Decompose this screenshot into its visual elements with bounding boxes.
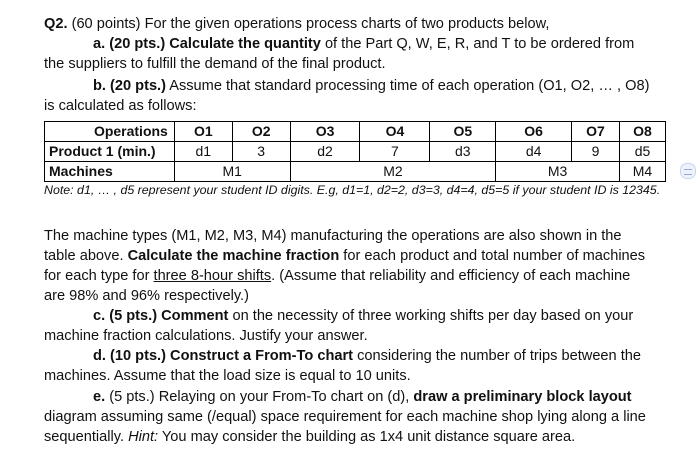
operations-header-label: Operations: [45, 122, 175, 142]
part-e-l3-text: sequentially.: [44, 429, 129, 445]
scroll-handle-icon[interactable]: [680, 163, 696, 179]
operation-cell: O4: [360, 122, 430, 142]
part-b-text: Assume that standard processing time of each operation (O1, O2, … , O8): [165, 78, 650, 94]
part-e-l3-tail: You may consider the building as 1x4 unit distance square area.: [158, 429, 576, 445]
part-b-line1: [93, 76, 649, 96]
para1-line3: [44, 266, 630, 286]
shifts-underlined: three 8-hour shifts: [153, 268, 272, 284]
para1-l2-tail: for each product and total number of machines: [339, 248, 646, 264]
part-a-text: of the Part Q, W, E, R, and T to be ordered from: [320, 36, 635, 52]
part-c-text: on the necessity of three working shifts per day based on your: [228, 308, 634, 324]
machine-cell: M4: [619, 162, 665, 182]
para1-line2: [44, 246, 645, 266]
part-d-emphasis: Construct a From-To chart: [165, 348, 354, 364]
para1-emphasis: Calculate the machine fraction: [127, 248, 340, 264]
part-e-line2: diagram assuming same (/equal) space requirement for each machine shop lying along a line: [44, 409, 646, 425]
part-d-line1: [93, 346, 641, 366]
part-a-line2: the suppliers to fulfill the demand of the final product.: [44, 56, 386, 72]
machine-cell: M3: [496, 162, 620, 182]
part-b-label: b. (20 pts.): [93, 78, 166, 94]
product-time-row: [45, 142, 666, 162]
question-title-line: [44, 14, 549, 34]
part-d-line2: machines. Assume that the load size is equal to 10 units.: [44, 368, 411, 384]
part-c-line2: machine fraction calculations. Justify your answer.: [44, 328, 368, 344]
part-b-line2: is calculated as follows:: [44, 98, 197, 114]
para1-line1: The machine types (M1, M2, M3, M4) manufacturing the operations are also shown in the: [44, 228, 622, 244]
part-c-line1: [93, 306, 633, 326]
machine-cell: M2: [290, 162, 496, 182]
hint-label: Hint:: [128, 429, 159, 445]
time-cell: d3: [430, 142, 496, 162]
part-a-line1: [93, 34, 634, 54]
part-a-emphasis: Calculate the quantity: [165, 36, 321, 52]
operation-cell: O7: [572, 122, 620, 142]
part-d-label: d. (10 pts.): [93, 348, 166, 364]
product-row-label: Product 1 (min.): [45, 142, 175, 162]
part-e-emphasis: draw a preliminary block layout: [413, 389, 632, 405]
operation-cell: O6: [496, 122, 572, 142]
part-e-line3: [44, 427, 575, 447]
time-cell: d4: [496, 142, 572, 162]
part-e-text: (5 pts.) Relaying on your From-To chart on (d),: [105, 389, 414, 405]
operation-cell: O3: [290, 122, 360, 142]
time-cell: 9: [572, 142, 620, 162]
question-number: Q2.: [44, 16, 68, 32]
part-c-label: c. (5 pts.): [93, 308, 158, 324]
part-c-emphasis: Comment: [157, 308, 229, 324]
operation-cell: O2: [232, 122, 290, 142]
operation-cell: O5: [430, 122, 496, 142]
time-cell: d2: [290, 142, 360, 162]
part-e-line1: [93, 387, 632, 407]
time-cell: d5: [619, 142, 665, 162]
student-id-note: Note: d1, … , d5 represent your student ID digits. E.g, d1=1, d2=2, d3=3, d4=4, d5=5 if your student ID is 12345.: [44, 183, 661, 197]
machines-row: [45, 162, 666, 182]
time-cell: 3: [232, 142, 290, 162]
para1-l2-text: table above.: [44, 248, 128, 264]
time-cell: 7: [360, 142, 430, 162]
operations-header-row: [45, 122, 666, 142]
para1-line4: are 98% and 96% respectively.): [44, 288, 249, 304]
machine-cell: M1: [174, 162, 290, 182]
operation-cell: O8: [619, 122, 665, 142]
operations-table: [44, 121, 666, 182]
part-d-text: considering the number of trips between the: [353, 348, 642, 364]
para1-l3-tail: . (Assume that reliability and efficiency of each machine: [271, 268, 631, 284]
part-a-label: a. (20 pts.): [93, 36, 166, 52]
question-intro: (60 points) For the given operations process charts of two products below,: [67, 16, 550, 32]
part-e-label: e.: [93, 389, 106, 405]
machines-row-label: Machines: [45, 162, 175, 182]
para1-l3-text: for each type for: [44, 268, 154, 284]
time-cell: d1: [174, 142, 232, 162]
operation-cell: O1: [174, 122, 232, 142]
